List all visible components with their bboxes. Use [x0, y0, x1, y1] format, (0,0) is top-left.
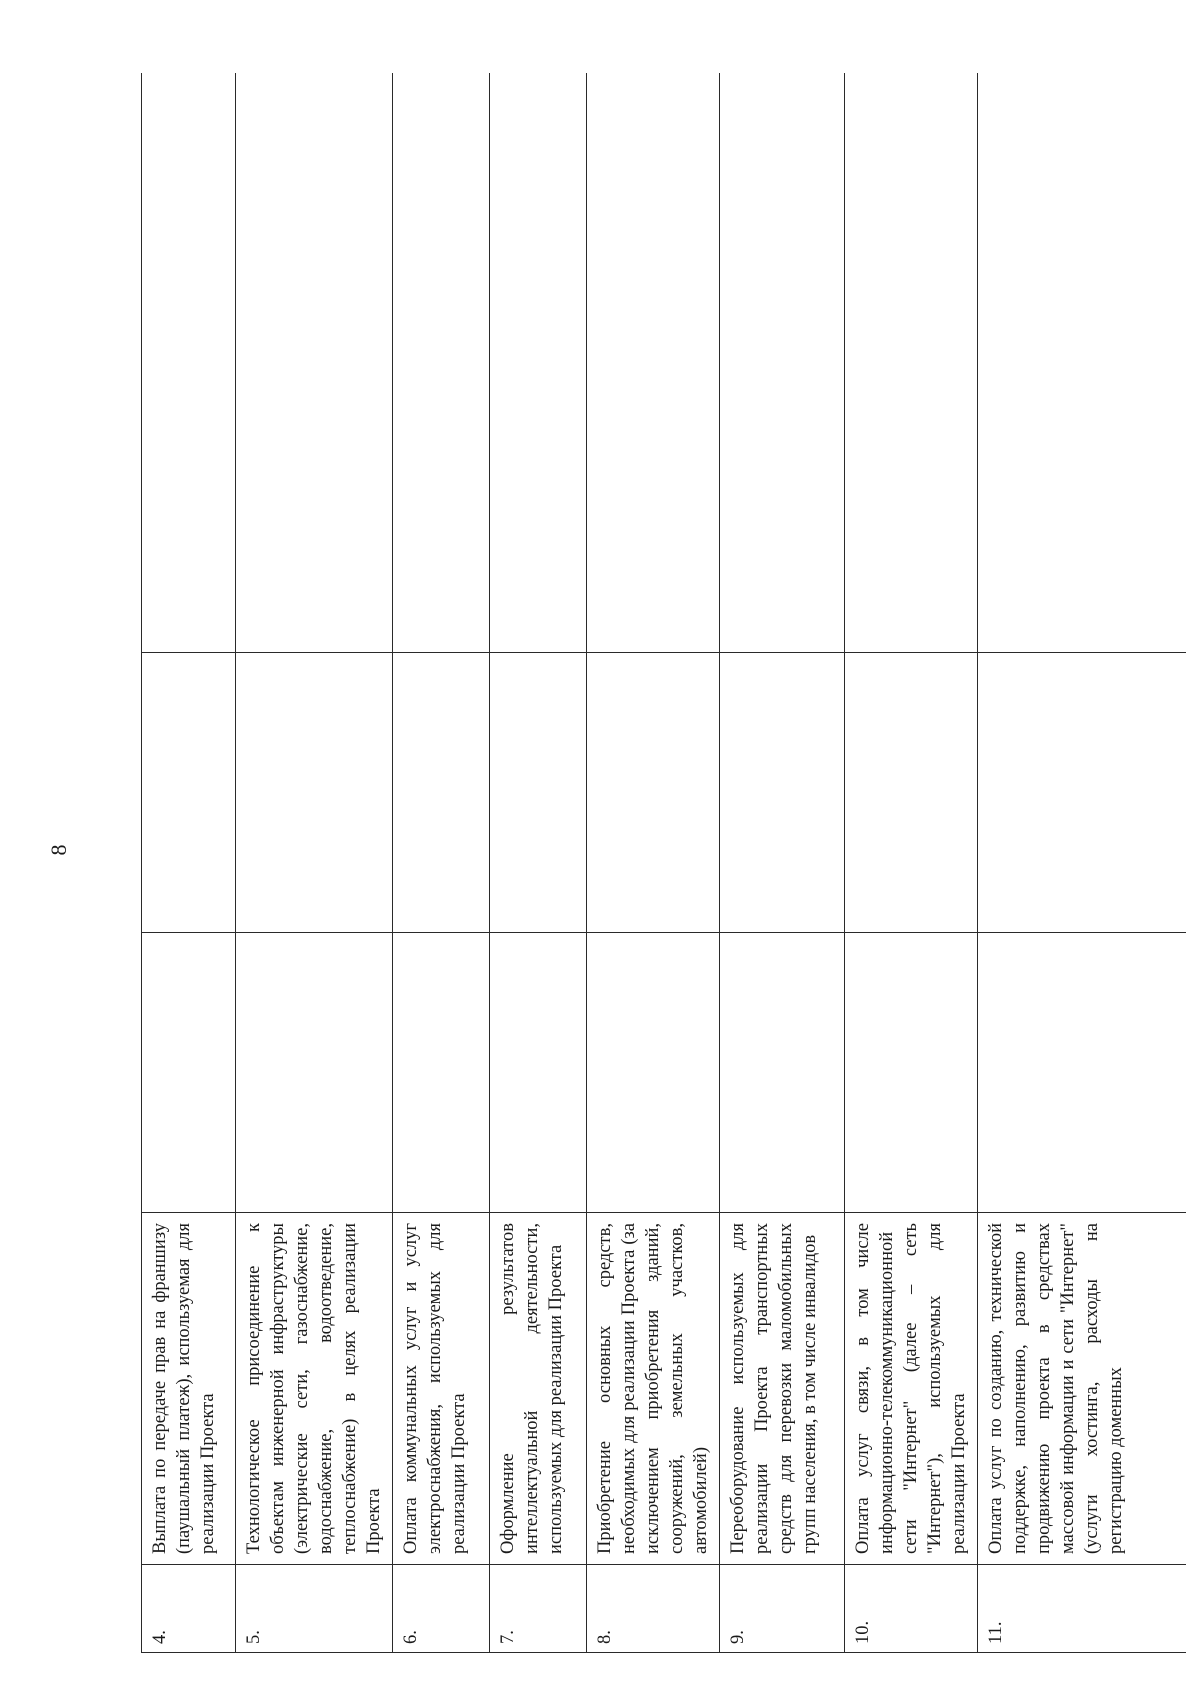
empty-cell — [236, 73, 393, 653]
expense-description: Приобретение основных средств, необходимых для реализации Проекта (за исключением приобретения зданий, сооружений, земельных участков, автомобилей) — [587, 1213, 720, 1565]
expense-description: Выплата по передаче прав на франшизу (паушальный платеж), используемая для реализации Проекта — [142, 1213, 236, 1565]
table-row — [490, 73, 587, 1653]
row-number: 10. — [845, 1565, 978, 1653]
empty-cell — [142, 73, 236, 653]
empty-cell — [978, 73, 1187, 653]
empty-cell — [587, 73, 720, 653]
page-number: 8 — [46, 844, 71, 856]
empty-cell — [393, 933, 490, 1213]
empty-cell — [236, 653, 393, 933]
table-row — [236, 73, 393, 1653]
empty-cell — [845, 73, 978, 653]
empty-cell — [490, 933, 587, 1213]
empty-cell — [490, 653, 587, 933]
table-row — [142, 73, 236, 1653]
row-number: 4. — [142, 1565, 236, 1653]
table-row — [845, 73, 978, 1653]
row-number: 9. — [720, 1565, 845, 1653]
row-number: 6. — [393, 1565, 490, 1653]
rotated-table-container — [141, 73, 1186, 1653]
empty-cell — [587, 933, 720, 1213]
table-row — [393, 73, 490, 1653]
expense-table — [141, 73, 1186, 1653]
table-row — [978, 73, 1187, 1653]
row-number: 5. — [236, 1565, 393, 1653]
row-number: 7. — [490, 1565, 587, 1653]
empty-cell — [236, 933, 393, 1213]
empty-cell — [393, 73, 490, 653]
expense-description: Оформление результатов интеллектуальной деятельности, используемых для реализации Проекта — [490, 1213, 587, 1565]
row-number: 8. — [587, 1565, 720, 1653]
expense-description: Технологическое присоединение к объектам инженерной инфраструктуры (электрические сети, газоснабжение, водоснабжение, водоотведение, теплоснабжение) в целях реализации Проекта — [236, 1213, 393, 1565]
row-number: 11. — [978, 1565, 1187, 1653]
empty-cell — [142, 933, 236, 1213]
expense-description: Переоборудование используемых для реализации Проекта транспортных средств для перевозки маломобильных групп населения, в том числе инвалидов — [720, 1213, 845, 1565]
empty-cell — [720, 73, 845, 653]
empty-cell — [587, 653, 720, 933]
empty-cell — [720, 933, 845, 1213]
table-row — [720, 73, 845, 1653]
empty-cell — [393, 653, 490, 933]
empty-cell — [978, 653, 1187, 933]
empty-cell — [845, 653, 978, 933]
expense-description: Оплата услуг по созданию, технической поддержке, наполнению, развитию и продвижению проекта в средствах массовой информации и сети "Интернет" (услуги хостинга, расходы на регистрацию доменных — [978, 1213, 1187, 1565]
empty-cell — [142, 653, 236, 933]
table-row — [587, 73, 720, 1653]
empty-cell — [845, 933, 978, 1213]
empty-cell — [720, 653, 845, 933]
empty-cell — [490, 73, 587, 653]
expense-description: Оплата услуг связи, в том числе информационно-телекоммуникационной сети "Интернет" (далее – сеть "Интернет"), используемых для реализации Проекта — [845, 1213, 978, 1565]
expense-description: Оплата коммунальных услуг и услуг электроснабжения, используемых для реализации Проекта — [393, 1213, 490, 1565]
empty-cell — [978, 933, 1187, 1213]
